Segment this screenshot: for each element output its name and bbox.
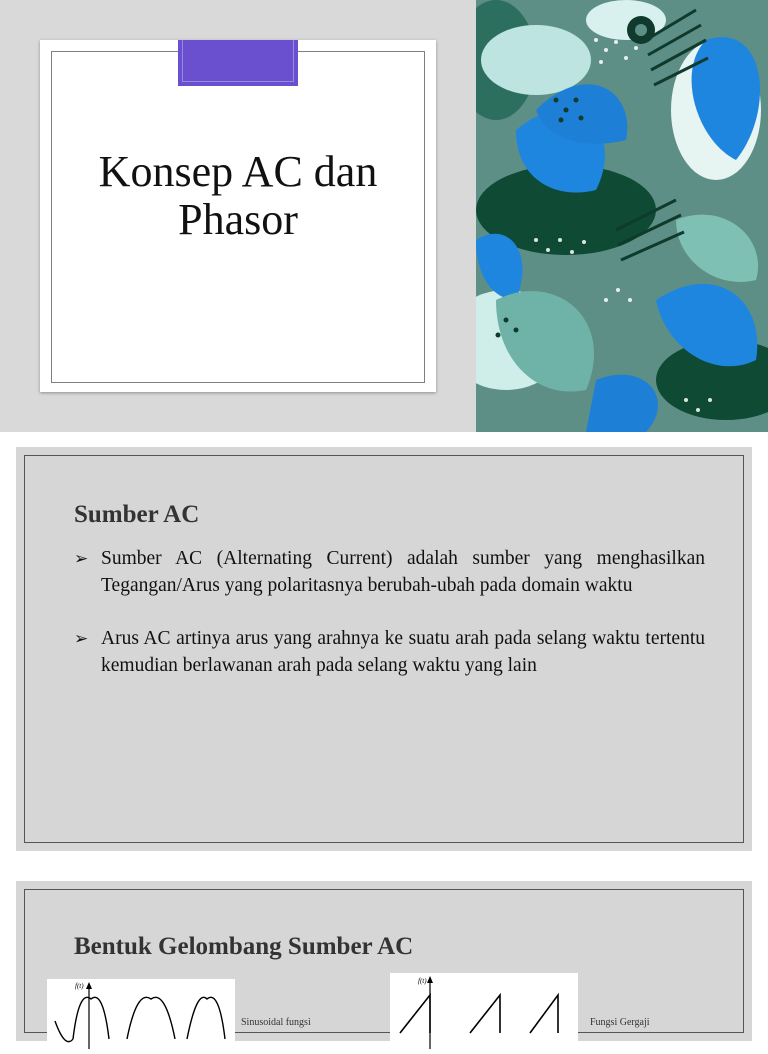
bullet-text: Sumber AC (Alternating Current) adalah sumber yang menghasilkan Tegangan/Arus yang polaritasnya berubah-ubah pada domain waktu (101, 548, 705, 596)
sine-wave-caption: Sinusoidal fungsi (241, 1017, 311, 1028)
bullet-text: Arus AC artinya arus yang arahnya ke suatu arah pada selang waktu tertentu kemudian berlawanan arah pada selang waktu yang lain (101, 628, 705, 676)
bullet-item (74, 545, 705, 599)
arrow-bullet-icon: ➢ (74, 549, 89, 568)
bullet-item (74, 625, 705, 679)
slide-heading: Sumber AC (74, 501, 200, 528)
title-card (40, 40, 436, 392)
slide-title-line1: Konsep AC dan (98, 147, 378, 196)
title-slide (0, 0, 768, 432)
slide-heading: Bentuk Gelombang Sumber AC (74, 933, 414, 960)
sawtooth-wave-figure (390, 973, 578, 1049)
arrow-bullet-icon: ➢ (74, 629, 89, 648)
sine-wave-icon (47, 979, 235, 1049)
sumber-ac-slide (16, 447, 752, 851)
slide-title (60, 148, 416, 244)
axis-label: f(t) (75, 982, 84, 990)
sine-wave-figure (47, 979, 235, 1049)
slide-title-line2: Phasor (178, 195, 298, 244)
bentuk-gelombang-slide (16, 881, 752, 1041)
bullet-list (74, 545, 705, 705)
sawtooth-wave-caption: Fungsi Gergaji (590, 1017, 650, 1028)
sawtooth-wave-icon (390, 973, 578, 1049)
leaf-pattern-icon (476, 0, 768, 432)
title-accent-tab (178, 40, 298, 86)
axis-label: f(t) (418, 977, 427, 985)
tropical-leaf-illustration (476, 0, 768, 432)
